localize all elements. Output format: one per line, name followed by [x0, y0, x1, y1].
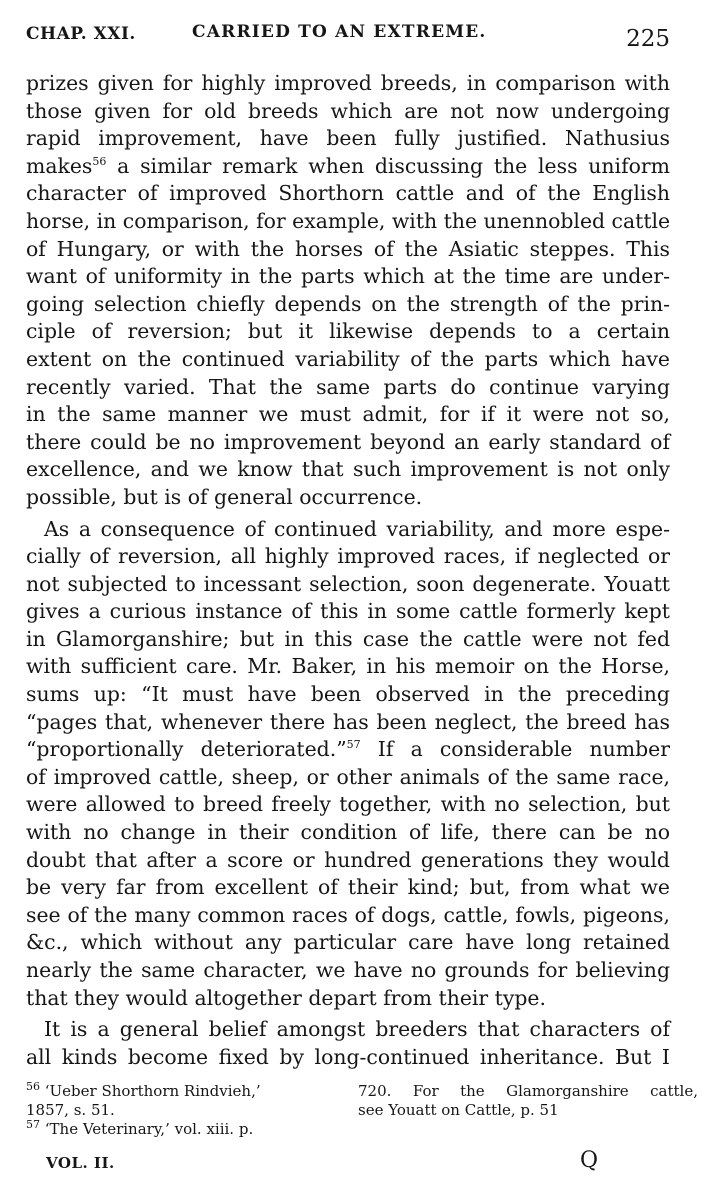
footnote-number: 56	[26, 1080, 40, 1093]
body-text	[26, 70, 670, 1071]
signature-mark: Q	[580, 1148, 599, 1173]
text-line: that they would altogether depart from their type.	[26, 985, 546, 1010]
footnote-text: 1857, s. 51.	[26, 1101, 115, 1119]
text-line: not subjected to incessant selection, soon degenerate. Youatt	[26, 571, 670, 596]
text-line: possible, but is of general occurrence.	[26, 484, 423, 509]
line-text: If a considerable number	[360, 737, 670, 762]
paragraph	[26, 70, 670, 512]
text-line	[26, 153, 670, 181]
text-line: character of improved Shorthorn cattle and of the English	[26, 181, 670, 206]
text-line: of improved cattle, sheep, or other animals of the same race,	[26, 764, 670, 789]
text-line: with sufficient care. Mr. Baker, in his memoir on the Horse,	[26, 654, 670, 679]
footnote-line	[26, 1120, 346, 1139]
footnote-column-right	[358, 1082, 698, 1120]
line-text: a similar remark when discussing the less uniform	[106, 153, 670, 178]
text-line: were allowed to breed freely together, with no selection, but	[26, 792, 670, 817]
footnote-line: 720. For the Glamorganshire cattle,	[358, 1082, 698, 1100]
text-line: of Hungary, or with the horses of the Asiatic steppes. This	[26, 236, 670, 261]
text-line: sums up: “It must have been observed in the preceding	[26, 682, 670, 707]
running-title: CARRIED TO AN EXTREME.	[192, 22, 487, 42]
text-line: going selection chiefly depends on the strength of the prin-	[26, 291, 670, 316]
paragraph	[26, 516, 670, 1013]
text-line: doubt that after a score or hundred generations they would	[26, 847, 670, 872]
text-line: rapid improvement, have been fully justified. Nathusius	[26, 126, 670, 151]
footnote-line	[26, 1101, 346, 1120]
text-line: those given for old breeds which are not now undergoing	[26, 98, 670, 123]
text-line: recently varied. That the same parts do continue varying	[26, 374, 670, 399]
text-line: cially of reversion, all highly improved races, if neglected or	[26, 544, 670, 569]
text-line: prizes given for highly improved breeds, in comparison with	[26, 71, 670, 95]
text-line: all kinds become fixed by long-continued inheritance. But I	[26, 1044, 670, 1069]
text-line: with no change in their condition of life, there can be no	[26, 820, 670, 845]
running-header	[26, 18, 670, 70]
text-line: excellence, and we know that such improvement is not only	[26, 457, 670, 482]
text-line: horse, in comparison, for example, with the unennobled cattle	[26, 208, 671, 233]
text-line: in the same manner we must admit, for if it were not so,	[26, 402, 670, 427]
page-number: 225	[626, 26, 670, 52]
text-line: &c., which without any particular care have long retained	[26, 930, 670, 955]
text-line: As a consequence of continued variability, and more espe-	[44, 516, 670, 541]
line-text: “proportionally deteriorated.”	[26, 737, 347, 762]
text-line: there could be no improvement beyond an early standard of	[26, 429, 670, 454]
footnote-reference: 56	[92, 154, 107, 168]
text-line: want of uniformity in the parts which at the time are under-	[26, 264, 670, 289]
text-line: be very far from excellent of their kind; but, from what we	[26, 875, 670, 900]
footnote-reference: 57	[346, 738, 361, 752]
text-line: gives a curious instance of this in some cattle formerly kept	[26, 599, 670, 624]
text-line: see of the many common races of dogs, cattle, fowls, pigeons,	[26, 902, 670, 927]
text-line: nearly the same character, we have no grounds for believing	[26, 958, 670, 982]
footnote-text: ‘The Veterinary,’ vol. xiii. p.	[40, 1120, 254, 1138]
text-line: It is a general belief amongst breeders that characters of	[44, 1017, 670, 1042]
text-line: “pages that, whenever there has been neglect, the breed has	[26, 709, 670, 734]
text-line: extent on the continued variability of the parts which have	[26, 346, 670, 371]
chapter-label: CHAP. XXI.	[26, 24, 136, 44]
footnote-text: ‘Ueber Shorthorn Rindvieh,’	[40, 1082, 261, 1100]
text-line: ciple of reversion; but it likewise depends to a certain	[26, 319, 670, 344]
text-line	[26, 736, 670, 764]
volume-label: VOL. II.	[46, 1154, 115, 1172]
footnote-number: 57	[26, 1118, 40, 1131]
footnote-line: see Youatt on Cattle, p. 51	[358, 1101, 559, 1119]
line-text: makes	[26, 153, 93, 178]
footnote-column-left	[26, 1082, 346, 1139]
footnote-line	[26, 1082, 346, 1101]
paragraph	[26, 1016, 670, 1071]
text-line: in Glamorganshire; but in this case the cattle were not fed	[26, 626, 670, 651]
